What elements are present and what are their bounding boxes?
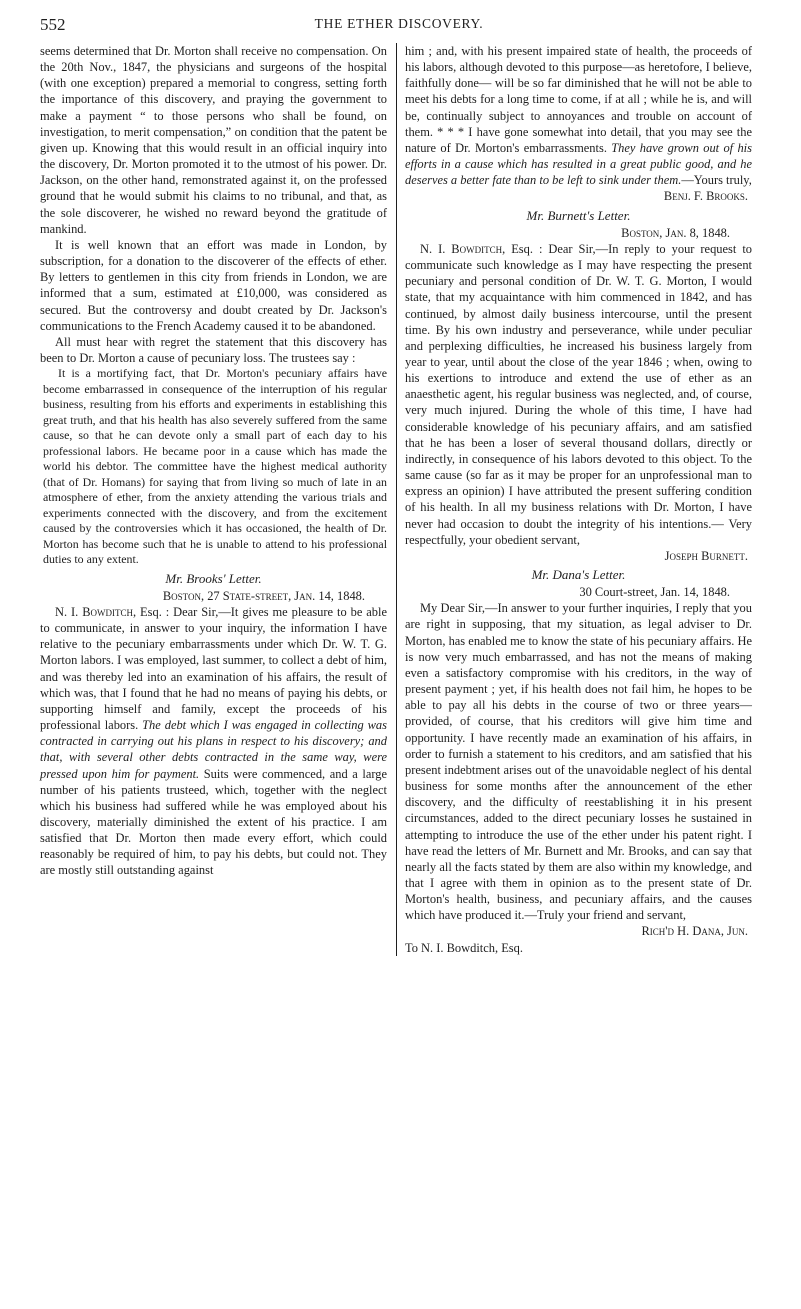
page-number: 552 [40, 15, 66, 34]
dana-signature: Rich'd H. Dana, Jun. [641, 924, 748, 939]
left-column [40, 43, 397, 956]
brooks-letter-text: , Esq. : Dear Sir,—It gives me pleasure to be able to communicate, in answer to your inquiry, the information I have relative to the pecuniary embarrassments under which Dr. W. T. G. Morton labors. I was employed, last summer, to collect a debt of him, and was thereby led into an examination of his affairs, the result of which was, that I found that he had no means of paying his debts, or supporting himself and family, except the proceeds of his professional labors. [40, 604, 387, 733]
paragraph-memorial: seems determined that Dr. Morton shall receive no compensation. On the 20th Nov., 1847, the physicians and surgeons of the hospital (with one exception) prepared a memorial to congress, setting forth the importance of this discovery, and praying the government to make a payment “ to those persons who shall be found, on investigation, to merit compensation,” on condition that the patent be given up. Knowing that this would result in an official inquiry into the discovery, Dr. Morton promoted it to the utmost of his power. Dr. Jackson, on the other hand, remonstrated against it, on the professed ground that he would submit his claims to no tribunal, and that, as the sole discoverer, he wished no reward beyond the gratitude of mankind. [40, 44, 387, 236]
paragraph-pecuniary-loss: All must hear with regret the statement that this discovery has been to Dr. Morton a cause of pecuniary loss. The trustees say : [40, 334, 387, 365]
brooks-closing: —Yours truly, [681, 173, 752, 188]
burnett-letter-salutation: N. I. Bowditch [420, 241, 503, 256]
burnett-letter-text: , Esq. : Dear Sir,—In reply to your request to communicate such knowledge as I may have respecting the present pecuniary and personal condition of Dr. W. T. G. Morton, I would state, that my acquaintance with him commenced in 1842, and has continued, by almost daily business intercourse, until the present time. By his own industry and perseverance, while under peculiar and perplexing difficulties, he increased his business largely from year to year, until about the close of the year 1846 ; when, owing to his exertions to introduce and extend the use of ether as an anaesthetic agent, his regular business was neglected, and, of course, very much injured. During the whole of this time, I have had considerable knowledge of his pecuniary affairs, and am satisfied that he has been a loser of several thousand dollars, directly or indirectly, in consequence of his labors devoted to this object. To the same cause (so far as it may be proper for an unprofessional man to express an opinion) I have attributed the present suffering condition of his health. In all my business relations with Dr. Morton, I have never had occasion to doubt the integrity of his intentions.— Very respectfully, your obedient servant, [405, 241, 752, 547]
right-column [397, 43, 752, 956]
running-title: THE ETHER DISCOVERY. [314, 16, 484, 31]
trustees-quote: It is a mortifying fact, that Dr. Morton's pecuniary affairs have become embarrassed in consequence of the interruption of his regular business, resulting from his efforts and experiments in establishing this great truth, and that his health has also severely suffered from the same cause, so that he can devote only a small part of each day to his professional labors. He became poor in a cause which has made the world his debtor. The committee have the highest medical authority (that of Dr. Homans) for saying that from living so much of late in an atmosphere of ether, from the anxiety attending the various trials and experiments connected with the discovery, and from the excitement caused by the controversies which it has occasioned, the health of Dr. Morton has become such that he is unable to attend to his professional duties to any extent. [43, 366, 387, 567]
brooks-letter-continued [405, 43, 752, 188]
dana-letter-title: Mr. Dana's Letter. [531, 567, 626, 582]
brooks-continued-text: him ; and, with his present impaired state of health, the proceeds of his labors, although devoted to this purpose—as heretofore, I believe, faithfully done— will be so far diminished that he will not be able to meet his debts for a long time to come, if at all ; while he is, and will be, continually subject to annoyances and trouble on account of them. * * * I have gone somewhat into detail, that you may see the nature of Dr. Morton's embarrassments. [405, 44, 752, 155]
dana-letter-dateline: 30 Court-street, Jan. 14, 1848. [579, 585, 730, 600]
page-header [40, 8, 758, 34]
brooks-letter-title: Mr. Brooks' Letter. [165, 570, 262, 586]
text-columns [40, 43, 758, 956]
brooks-letter-body [40, 604, 387, 879]
burnett-letter-title: Mr. Burnett's Letter. [526, 207, 631, 223]
burnett-letter-dateline: Boston, Jan. 8, 1848. [621, 225, 730, 240]
burnett-signature: Joseph Burnett. [664, 548, 748, 563]
brooks-letter-emphasis: The debt which I was engaged in collecting was contracted in carrying out his plans in respect to his discovery; and that, with several other debts contracted in the same way, were pressed upon him for payment. [40, 718, 387, 781]
dana-addressee: To N. I. Bowditch, Esq. [405, 940, 523, 955]
brooks-letter-salutation: N. I. Bowditch [55, 604, 133, 619]
brooks-letter-text-tail: Suits were commenced, and a large number of his patients trusteed, which, together with the neglect which his business had suffered while he was employed about his discovery, materially diminished the extent of his practice. I am satisfied that Dr. Morton then made every effort, which could reasonably be required of him, to pay his debts, but could not. They are mostly still outstanding against [40, 766, 388, 878]
brooks-continued-emphasis: They have grown out of his efforts in a cause which has resulted in a great public good, and he deserves a better fate than to be left to sink under them. [405, 140, 752, 188]
paragraph-london-effort: It is well known that an effort was made in London, by subscription, for a donation to the discoverer of the effects of ether. By letters to gentlemen in this city from friends in London, we are informed that a sum, estimated at £10,000, was considered as secured. But the controversy and doubt created by Dr. Jackson's communications to the French Academy caused it to be abandoned. [40, 237, 387, 333]
brooks-signature: Benj. F. Brooks. [663, 189, 748, 204]
dana-letter-body: My Dear Sir,—In answer to your further inquiries, I reply that you are right in supposing, that my situation, as legal adviser to Dr. Morton, has enabled me to know the state of his pecuniary affairs. He is now very much embarrassed, and has not the means of making even a satisfactory compromise with his creditors, in the way of present payment ; yet, if his health does not fail him, he hopes to be able to pay all his debts in the course of two or three years—provided, of course, that his creditors will give him time and opportunity. I have recently made an examination of his affairs, in order to furnish a statement to his creditors, and am satisfied that his present indebtment arises out of the unavoidable neglect of his dental business for some months after the announcement of the ether discovery, and the difficulty of reestablishing it in his present circumstances, added to the direct pecuniary losses he sustained in attempting to introduce the use of the ether under his patent right. I have read the letters of Mr. Burnett and Mr. Brooks, and can say that nearly all the facts stated by them are also within my knowledge, and that I agree with them in opinion as to the present state of Dr. Morton's health, business, and pecuniary affairs, and the causes which have produced it.—Truly your friend and servant, [405, 601, 752, 923]
burnett-letter-body [405, 241, 752, 548]
brooks-letter-dateline: Boston, 27 State-street, Jan. 14, 1848. [162, 588, 365, 603]
